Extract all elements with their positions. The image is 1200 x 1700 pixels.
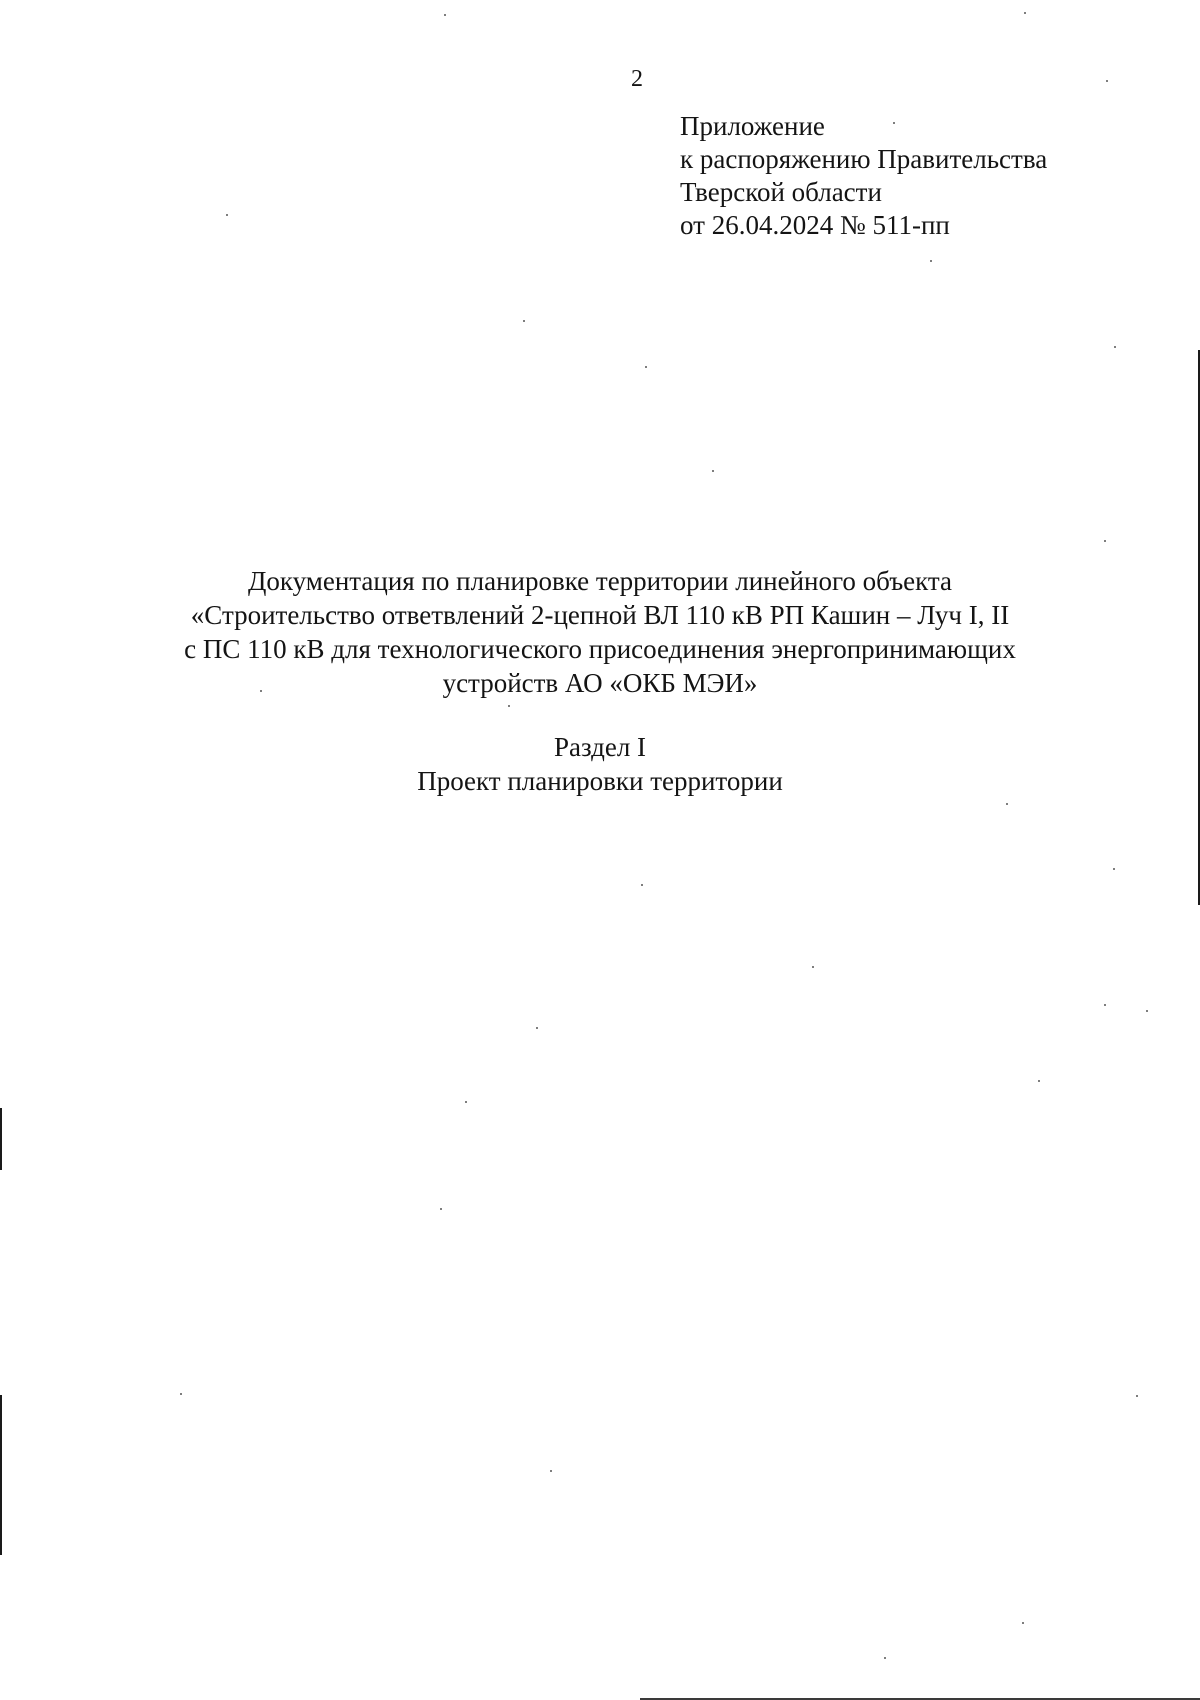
scan-speck [444,14,446,16]
scan-speck [1024,12,1026,14]
appendix-header [680,110,1100,242]
title-line: «Строительство ответвлений 2-цепной ВЛ 110 кВ РП Кашин – Луч I, II [190,600,1010,630]
title-line: устройств АО «ОКБ МЭИ» [442,668,758,698]
scan-speck [930,260,932,262]
scan-speck [260,690,262,692]
scan-speck [508,705,510,707]
appendix-line: от 26.04.2024 № 511-пп [680,210,950,240]
appendix-line: к распоряжению Правительства [680,144,1048,174]
scan-speck [893,122,895,124]
scan-speck [812,966,814,968]
scan-speck [1104,1004,1106,1006]
appendix-line: Тверской области [680,177,882,207]
scan-speck [1113,868,1115,870]
scan-speck [1114,346,1116,348]
title-line: Документация по планировке территории линейного объекта [247,566,953,596]
scan-speck [536,1027,538,1029]
scan-speck [712,470,714,472]
scan-speck [1104,540,1106,542]
scan-speck [1136,1395,1138,1397]
scan-speck [180,1393,182,1395]
title-line: с ПС 110 кВ для технологического присоединения энергопринимающих [184,634,1016,664]
section-label: Раздел I [553,732,647,762]
scan-edge-line [0,1108,2,1170]
scan-speck [523,320,525,322]
scan-speck [226,214,228,216]
scan-speck [1106,80,1108,82]
scan-speck [1038,1080,1040,1082]
section-heading [300,730,900,798]
scan-speck [440,1208,442,1210]
scan-speck [1022,1622,1024,1624]
scan-speck [884,1657,886,1659]
scan-speck [1006,803,1008,805]
scan-speck [550,1470,552,1472]
scan-speck [1146,1010,1148,1012]
scan-speck [465,1101,467,1103]
appendix-line: Приложение [680,111,825,141]
scan-speck [645,366,647,368]
scan-edge-line [0,1395,2,1555]
section-title: Проект планировки территории [417,766,783,796]
scan-speck [641,884,643,886]
page-number: 2 [631,66,643,92]
document-title [150,564,1050,700]
